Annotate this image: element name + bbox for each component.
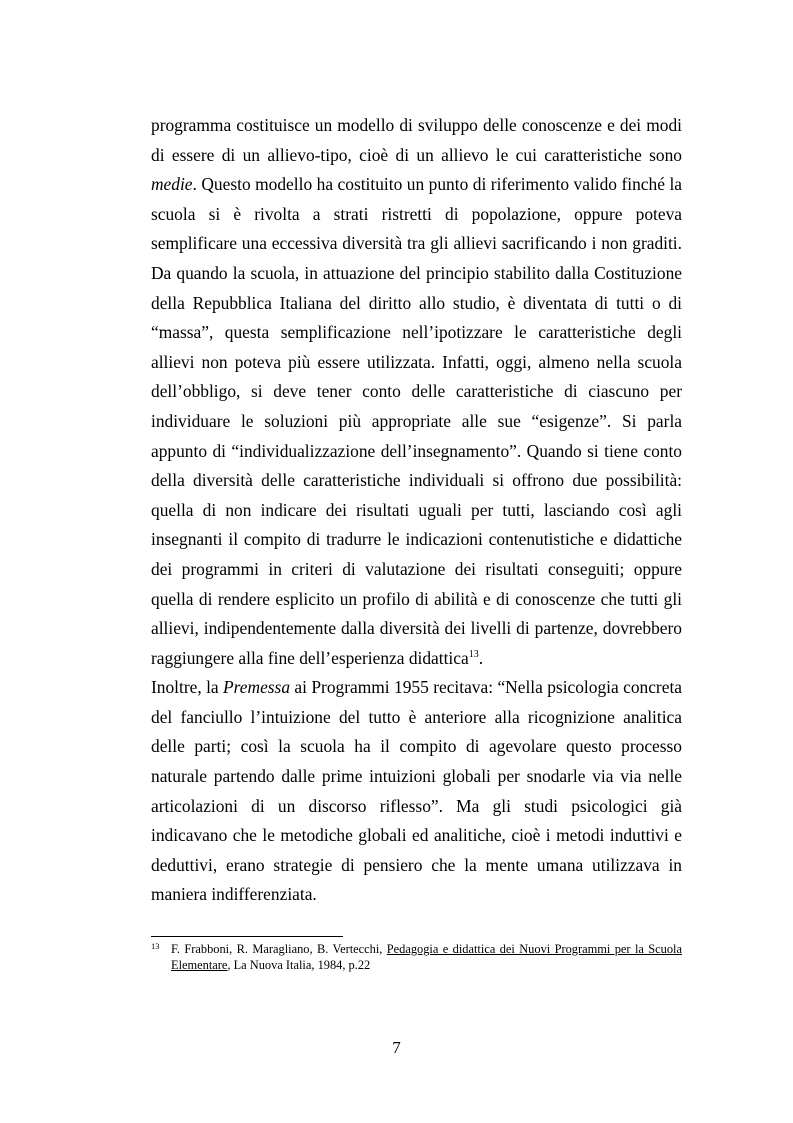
paragraph-2-text-a: Inoltre, la — [151, 677, 224, 698]
paragraph-1-text-a: programma costituisce un modello di sviluppo delle conoscenze e dei modi di essere di un allievo-tipo, cioè di un allievo le cui caratteristiche sono — [151, 115, 682, 165]
footnote-reference[interactable]: 13 — [468, 648, 479, 660]
paragraph-1-text-b: . Questo modello ha costituito un punto di riferimento valido finché la scuola si è rivolta a strati ristretti di popolazione, oppure poteva semplificare una eccessiva diversità tra gli allievi sacrificando i non graditi. Da quando la scuola, in attuazione del principio stabilito dalla Costituzione della Repubblica Italiana del diritto allo studio, è diventata di tutti o di “massa”, questa semplificazione nell’ipotizzare le caratteristiche degli allievi non poteva più essere utilizzata. Infatti, oggi, almeno nella scuola dell’obbligo, si deve tener conto delle caratteristiche di ciascuno per individuare le soluzioni più appropriate alle sue “esigenze”. Si parla appunto di “individualizzazione dell’insegnamento”. Quando si tiene conto della diversità delle caratteristiche individuali si offrono due possibilità: quella di non indicare dei risultati uguali per tutti, lasciando così agli insegnanti il compito di tradurre le indicazioni contenutistiche e didattiche dei programmi in criteri di valutazione dei risultati conseguiti; oppure quella di rendere esplicito un profilo di abilità e di conoscenze che tutti gli allievi, indipendentemente dalla diversità dei livelli di partenze, dovrebbero raggiungere alla fine dell’esperienza didattica — [151, 174, 682, 668]
paragraph-1-text-c: . — [478, 647, 484, 668]
body-text — [151, 111, 682, 910]
paragraph-2-text-b: ai Programmi 1955 recitava: “Nella psicologia concreta del fanciullo l’intuizione del tutto è anteriore alla ricognizione analitica delle parti; così la scuola ha il compito di agevolare questo processo naturale partendo dalle prime intuizioni globali per snodarle via via nelle articolazioni di un discorso riflesso”. Ma gli studi psicologici già indicavano che le metodiche globali ed analitiche, cioè i metodi induttivi e deduttivi, erano strategie di pensiero che la mente umana utilizzava in maniera indifferenziata. — [151, 677, 682, 905]
footnote — [151, 942, 682, 973]
footnote-text — [171, 942, 682, 973]
footnote-separator — [151, 936, 343, 937]
footnote-number: 13 — [151, 941, 160, 951]
emphasis-medie: medie — [151, 174, 193, 195]
emphasis-premessa: Premessa — [223, 677, 291, 698]
footnote-authors: F. Frabboni, R. Maragliano, B. Vertecchi, — [171, 942, 387, 956]
paragraph-1 — [151, 111, 682, 673]
paragraph-2 — [151, 673, 682, 910]
footnote-title: Pedagogia e didattica dei Nuovi Programmi per la Scuola Elementare — [171, 942, 683, 972]
page-number: 7 — [392, 1038, 401, 1057]
footnote-publisher: , La Nuova Italia, 1984, p.22 — [227, 957, 371, 972]
